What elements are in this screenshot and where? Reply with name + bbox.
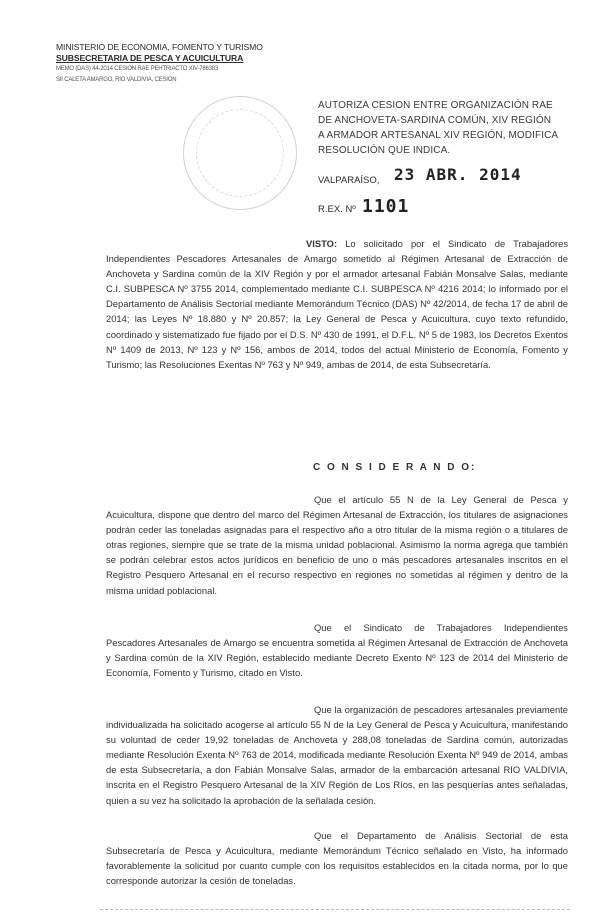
considerando-paragraph: Que el artículo 55 N de la Ley General de Pesca y Acuicultura, dispone que dentro del marco del Régimen Artesanal de Extracción, los titulares de asignaciones podrán ceder las toneladas asignadas para el respectivo año a otro titular de la misma región o a titulares de otras regiones, siempre que se trate de la misma unidad poblacional. Asimismo la norma agrega que también se podrán celebrar estos actos jurídicos en beneficio de uno o más pescadores artesanales inscritos en el Registro Pesquero Artesanal en el recurso respectivo en regiones no sometidas al régimen y dentro de la misma unidad poblacional. xyxy=(106,494,568,596)
considerando-paragraph: Que la organización de pescadores artesanales previamente individualizada ha solicitado acogerse al artículo 55 N de la Ley General de Pesca y Acuicultura, manifestando su voluntad de ceder 19,92 toneladas de Anchoveta y 288,08 toneladas de Sardina común, autorizadas mediante Resolución Exenta Nº 763 de 2014, modificada mediante Resolución Exenta Nº 949 de 2014, ambas de esta Subsecretaría, a don Fabián Monsalve Salas, armador de la embarcación artesanal RIO VALDIVIA, inscrita en el Registro Pesquero Artesanal de la XIV Región de Los Ríos, en las pesquerías antes señaladas, quien a su vez ha solicitado la aprobación de la señalada cesión. xyxy=(106,704,568,806)
resolution-date-stamp: 23 ABR. 2014 xyxy=(394,165,522,184)
visto-label: VISTO: xyxy=(306,238,338,249)
place-label: VALPARAÍSO, xyxy=(318,175,380,186)
secondary-reference: SII CALETA AMARGO, RIO VALDIVIA, CESION xyxy=(56,77,177,83)
ministry-name: MINISTERIO DE ECONOMIA, FOMENTO Y TURISMO xyxy=(56,42,263,52)
visto-text: Lo solicitado por el Sindicato de Trabajadores Independientes Pescadores Artesanales de Amargo sometido al Régimen Artesanal de Extracción de Anchoveta y Sardina común de la XIV Región y por el armador artesanal Fabián Monsalve Salas, mediante C.I. SUBPESCA Nº 3755 2014, complementado mediante C.I. SUBPESCA Nº 4216 2014; lo informado por el Departamento de Análisis Sectorial mediante Memorándum Técnico (DAS) Nº 42/2014, de fecha 17 de abril de 2014; las Leyes Nº 18.880 y Nº 20.857; la Ley General de Pesca y Acuicultura, cuyo texto refundido, coordinado y sistematizado fue fijado por el D.S. Nº 430 de 1991, el D.F.L. Nº 5 de 1983, los Decretos Exentos Nº 1409 de 2013, Nº 123 y Nº 156, ambos de 2014, todos del actual Ministerio de Economía, Fomento y Turismo; las Resoluciones Exentas Nº 763 y Nº 949, ambas de 2014, de esta Subsecretaría. xyxy=(106,238,569,370)
visto-paragraph xyxy=(106,236,568,372)
place-date-line xyxy=(318,165,568,193)
considerando-heading: C O N S I D E R A N D O: xyxy=(313,462,477,473)
official-seal-stamp xyxy=(183,96,297,210)
page-bottom-rule xyxy=(100,909,570,911)
memo-reference: MEMO (DAS) 44-2014 CESION RAE PEHTRIACTO XIV-786383 xyxy=(56,66,219,72)
subsecretaria-name: SUBSECRETARIA DE PESCA Y ACUICULTURA xyxy=(56,53,244,63)
rex-label: R.EX. Nº xyxy=(318,204,356,215)
considerando-paragraph: Que el Departamento de Análisis Sectorial de esta Subsecretaría de Pesca y Acuicultura, mediante Memorándum Técnico señalado en Visto, ha informado favorablemente la solicitud por cuanto cumple con los requisitos establecidos en la citada norma, por lo que corresponde autorizar la cesión de toneladas. xyxy=(106,830,568,887)
considerando-paragraph: Que el Sindicato de Trabajadores Independientes Pescadores Artesanales de Amargo se encuentra sometida al Régimen Artesanal de Extracción de Anchoveta y Sardina común de la XIV Región, establecido mediante Decreto Exento Nº 123 de 2014 del Ministerio de Economía, Fomento y Turismo, citado en Visto. xyxy=(106,622,568,679)
resolution-subject: AUTORIZA CESION ENTRE ORGANIZACIÓN RAE DE ANCHOVETA-SARDINA COMÚN, XIV REGIÓN A ARMADOR ARTESANAL XIV REGIÓN, MODIFICA RESOLUCIÓN QUE INDICA. xyxy=(318,100,558,156)
letterhead xyxy=(56,42,296,86)
resolution-number-stamp: 1101 xyxy=(362,196,410,217)
